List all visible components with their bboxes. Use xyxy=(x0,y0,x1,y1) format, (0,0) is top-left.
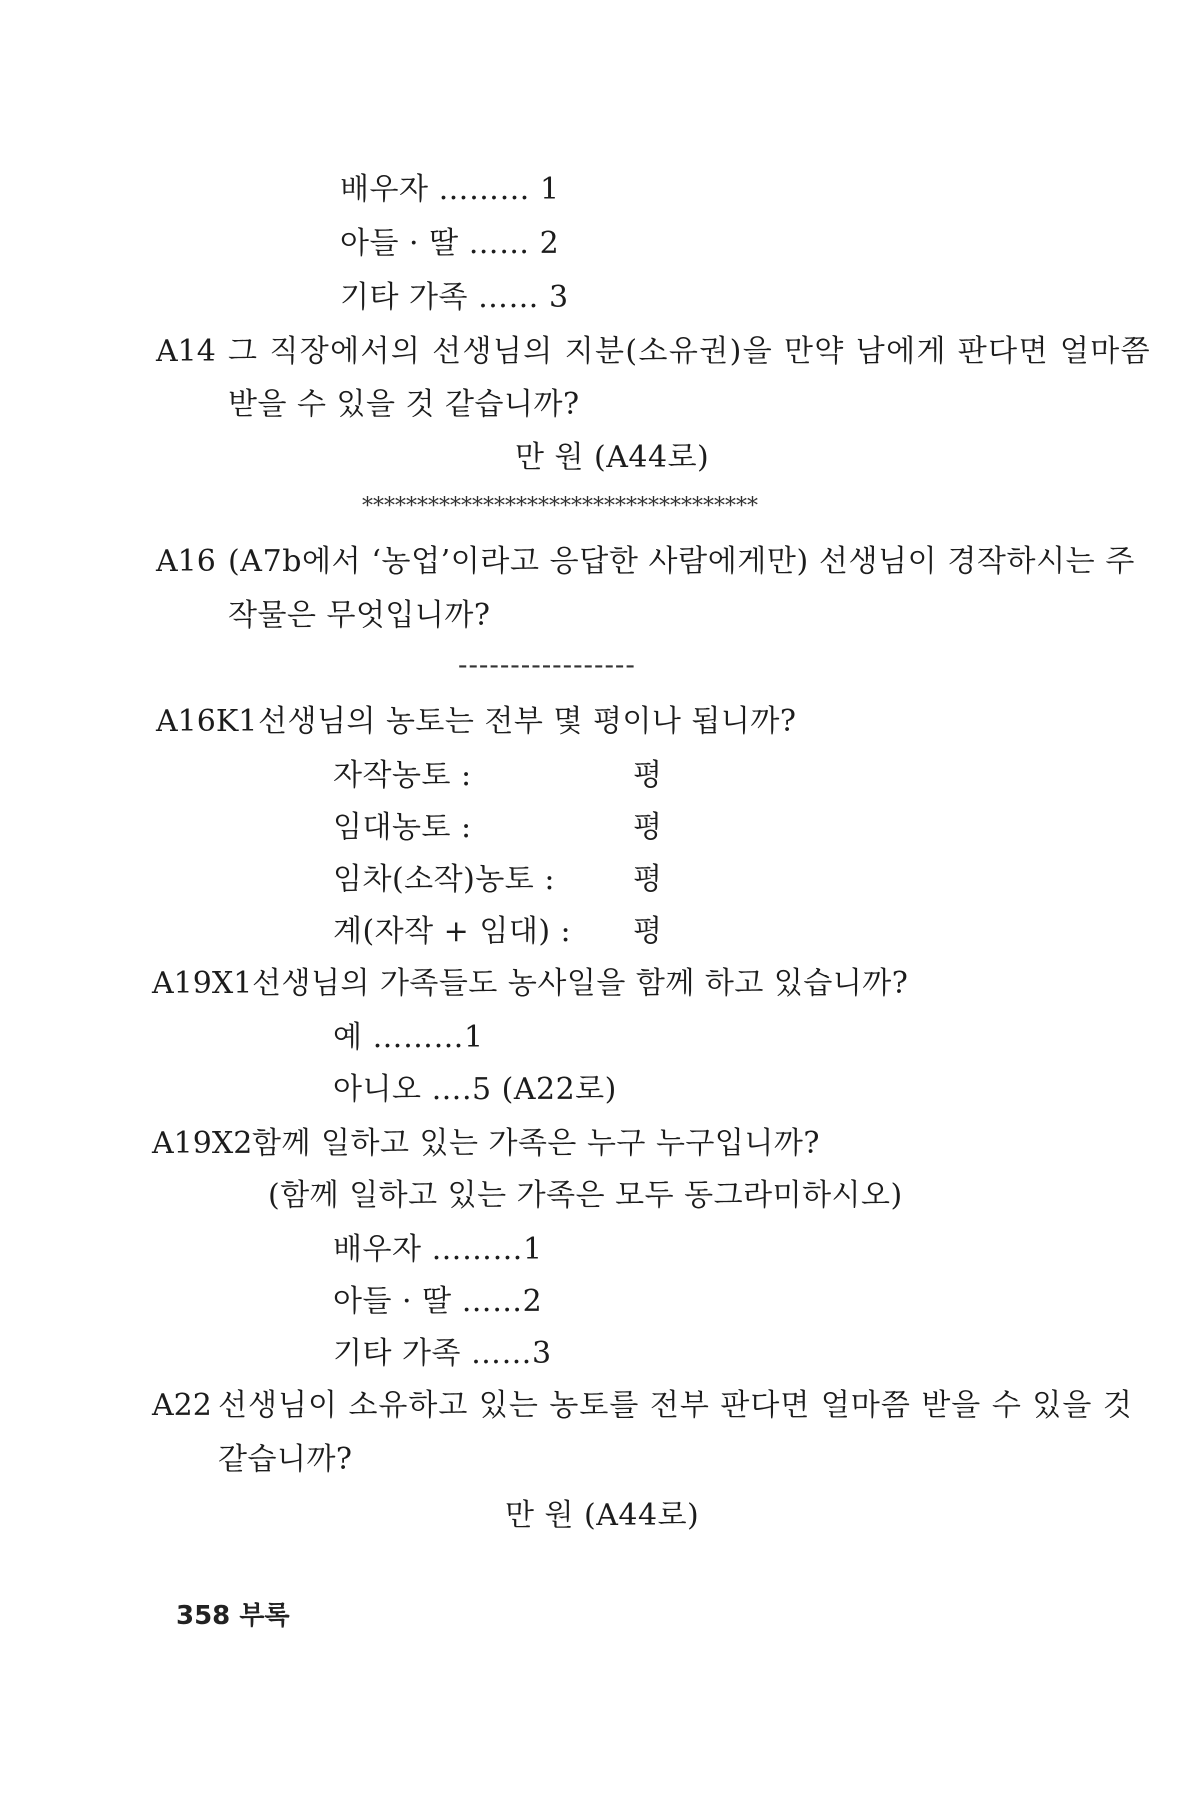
a16k1-row-label-leased-out: 임대농토 : xyxy=(333,810,472,845)
question-id-a16: A16 xyxy=(156,544,216,579)
a16k1-row-unit-own: 평 xyxy=(633,758,662,793)
a19x1-option-yes: 예 ………1 xyxy=(333,1020,484,1055)
a16-question-line2: 작물은 무엇입니까? xyxy=(228,598,491,633)
a16-question-line1: (A7b에서 ‘농업’이라고 응답한 사람에게만) 선생님이 경작하시는 주 xyxy=(228,544,1135,579)
a16k1-row-label-total: 계(자작 + 임대) : xyxy=(333,914,572,949)
a22-question-line1: 선생님이 소유하고 있는 농토를 전부 판다면 얼마쯤 받을 수 있을 것 xyxy=(218,1388,1133,1423)
a19x2-instruction: (함께 일하고 있는 가족은 모두 동그라미하시오) xyxy=(268,1178,903,1213)
question-id-a19x1: A19X1 xyxy=(152,966,253,1001)
a16k1-row-unit-rented: 평 xyxy=(633,862,662,897)
a19x2-option-children: 아들 · 딸 ……2 xyxy=(333,1284,543,1319)
a13-option-other-family: 기타 가족 …… 3 xyxy=(340,280,569,315)
a16-answer-line: ----------------- xyxy=(458,648,636,681)
a14-question-line2: 받을 수 있을 것 같습니까? xyxy=(228,387,580,422)
a16k1-question: 선생님의 농토는 전부 몇 평이나 됩니까? xyxy=(258,704,797,739)
a19x2-question: 함께 일하고 있는 가족은 누구 누구입니까? xyxy=(252,1126,820,1161)
question-id-a16k1: A16K1 xyxy=(156,704,258,739)
a14-question-line1: 그 직장에서의 선생님의 지분(소유권)을 만약 남에게 판다면 얼마쯤 xyxy=(228,334,1152,369)
a19x1-question: 선생님의 가족들도 농사일을 함께 하고 있습니까? xyxy=(252,966,909,1001)
question-id-a14: A14 xyxy=(156,334,216,369)
a19x1-option-no: 아니오 ….5 (A22로) xyxy=(333,1072,617,1107)
a13-option-spouse: 배우자 ……… 1 xyxy=(340,172,560,207)
a16k1-row-label-rented: 임차(소작)농토 : xyxy=(333,862,555,897)
question-id-a22: A22 xyxy=(152,1388,212,1423)
section-separator-stars: ************************************ xyxy=(362,494,758,519)
a16k1-row-label-own: 자작농토 : xyxy=(333,758,472,793)
a16k1-row-unit-total: 평 xyxy=(633,914,662,949)
question-id-a19x2: A19X2 xyxy=(152,1126,253,1161)
a22-question-line2: 같습니까? xyxy=(218,1442,353,1477)
page-footer-folio: 358 부록 xyxy=(176,1601,290,1631)
a13-option-children: 아들 · 딸 …… 2 xyxy=(340,226,560,261)
a19x2-option-other-family: 기타 가족 ……3 xyxy=(333,1336,552,1371)
a16k1-row-unit-leased-out: 평 xyxy=(633,810,662,845)
a22-answer: 만 원 (A44로) xyxy=(505,1498,700,1533)
a19x2-option-spouse: 배우자 ………1 xyxy=(333,1232,543,1267)
a14-answer: 만 원 (A44로) xyxy=(515,440,710,475)
